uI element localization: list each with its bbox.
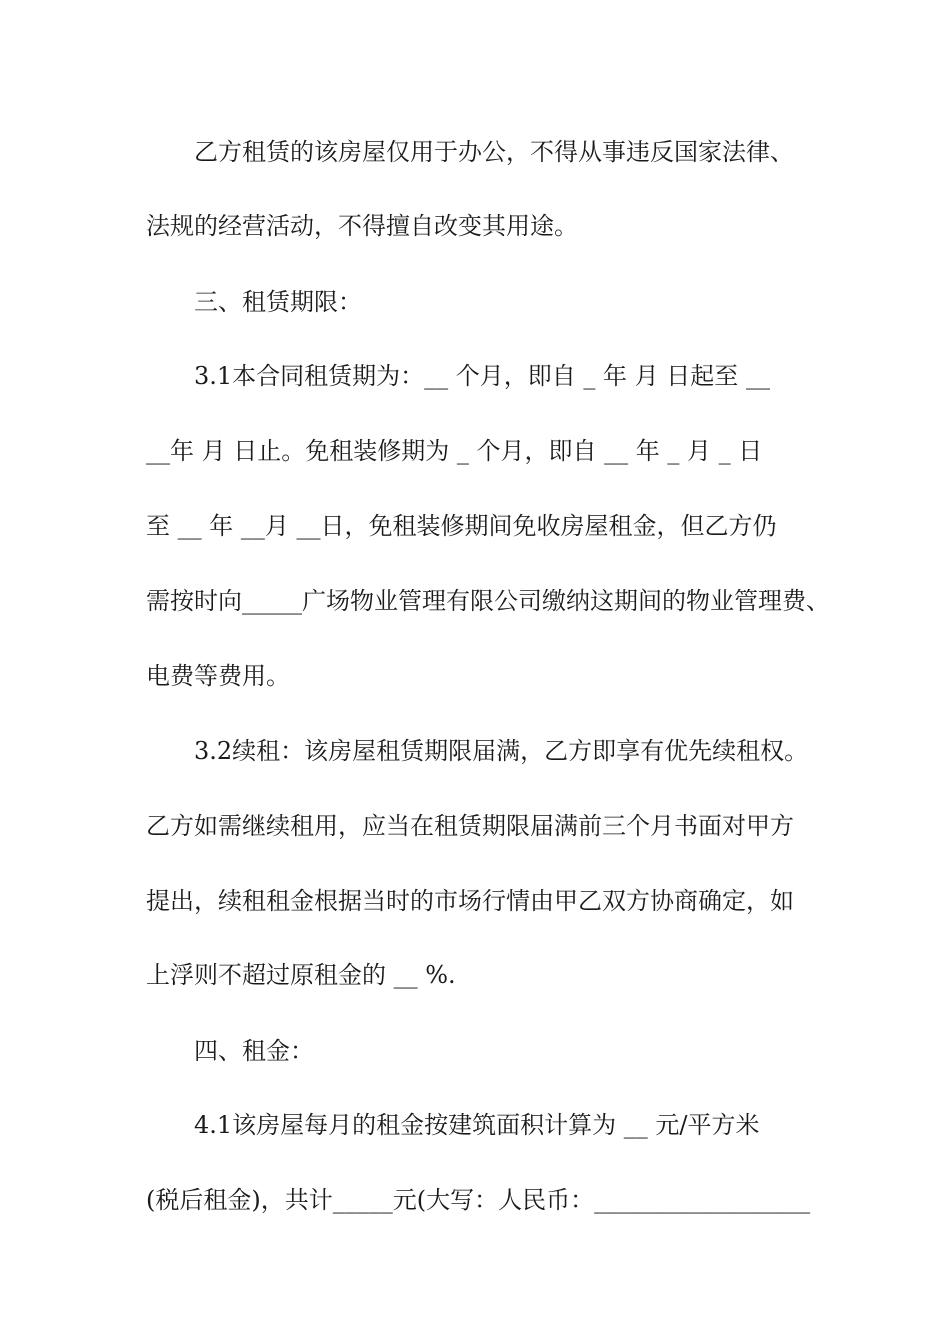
clause-3-2-line-4: 上浮则不超过原租金的 __ %. [146,961,456,989]
clause-3-1-line-1: 3.1本合同租赁期为：__ 个月，即自 _ 年 月 日起至 __ [194,362,770,390]
clause-4-1-line-2: (税后租金)，共计_____元(大写：人民币：__________________ [146,1186,811,1214]
clause-3-1-line-3: 至 __ 年 __月 __日，免租装修期间免收房屋租金，但乙方仍 [146,512,777,540]
paragraph-usage-line-1: 乙方租赁的该房屋仅用于办公，不得从事违反国家法律、 [194,138,794,166]
paragraph-usage-line-2: 法规的经营活动，不得擅自改变其用途。 [146,212,578,240]
clause-3-2-line-1: 3.2续租：该房屋租赁期限届满，乙方即享有优先续租权。 [194,737,809,765]
clause-3-1-line-4: 需按时向_____广场物业管理有限公司缴纳这期间的物业管理费、 [146,587,830,615]
clause-3-1-line-5: 电费等费用。 [146,662,290,690]
clause-3-2-line-2: 乙方如需继续租用，应当在租赁期限届满前三个月书面对甲方 [146,812,794,840]
clause-3-1-line-2: __年 月 日止。免租装修期为 _ 个月，即自 __ 年 _ 月 _ 日 [146,437,763,465]
clause-3-2-line-3: 提出，续租租金根据当时的市场行情由甲乙双方协商确定，如 [146,887,794,915]
clause-4-1-line-1: 4.1该房屋每月的租金按建筑面积计算为 __ 元/平方米 [194,1111,760,1139]
section-heading-lease-term: 三、租赁期限： [194,288,362,316]
section-heading-rent: 四、租金： [194,1037,314,1065]
